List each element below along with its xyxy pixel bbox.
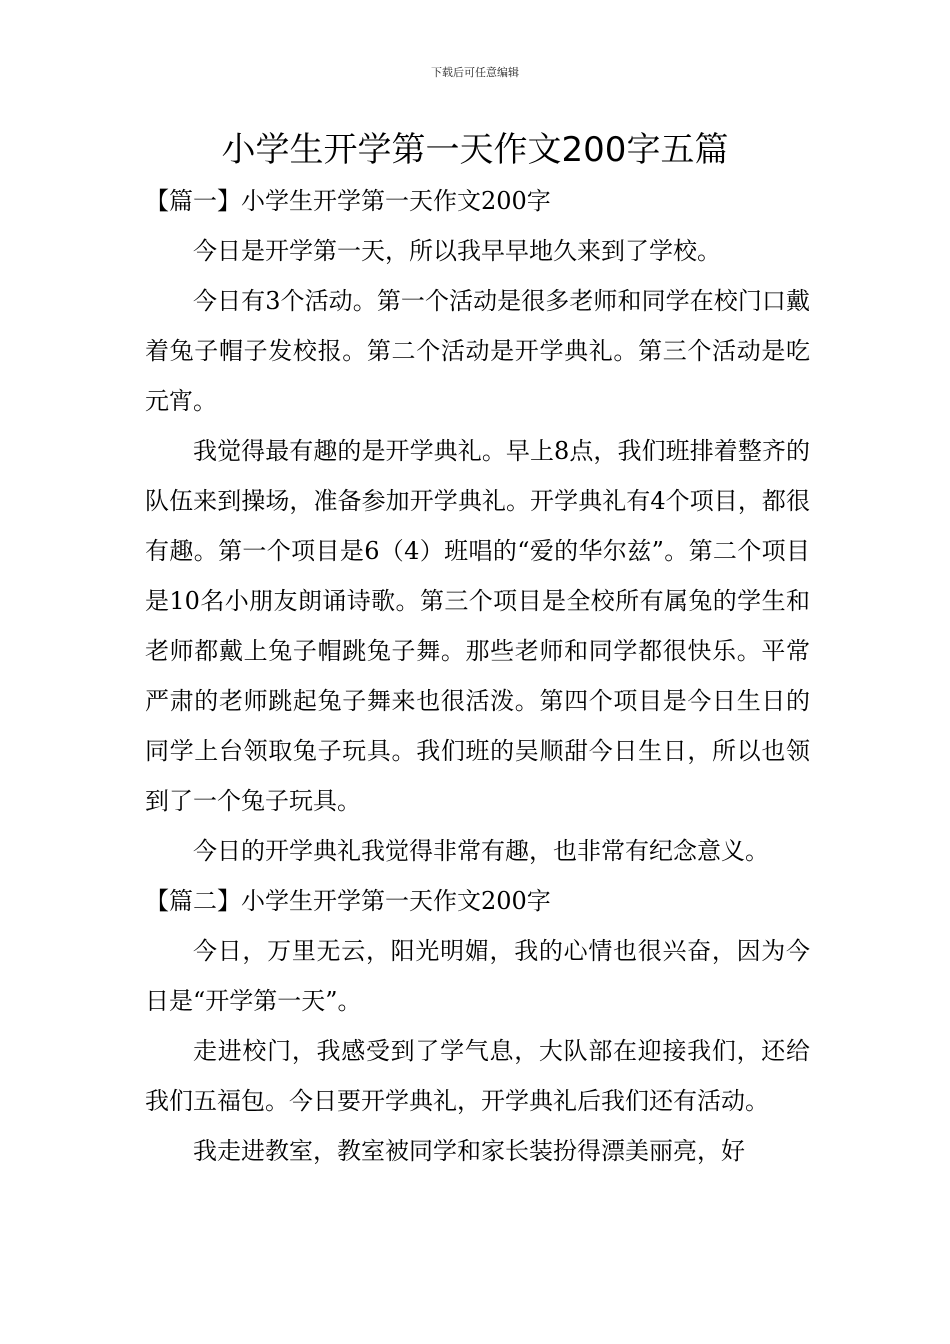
paragraph: 今日是开学第一天，所以我早早地久来到了学校。 xyxy=(193,237,721,265)
paragraph: 我走进教室，教室被同学和家长装扮得漂美丽亮，好 xyxy=(193,1137,745,1165)
section-heading: 【篇二】小学生开学第一天作文200字 xyxy=(145,887,551,915)
paragraph: 今日，万里无云，阳光明媚，我的心情也很兴奋，因为今日是“开学第一天”。 xyxy=(145,937,810,1015)
section-heading: 【篇一】小学生开学第一天作文200字 xyxy=(145,187,551,215)
document-title: 小学生开学第一天作文200字五篇 xyxy=(221,130,729,170)
paragraph: 我觉得最有趣的是开学典礼。早上8点，我们班排着整齐的队伍来到操场，准备参加开学典礼。开学典礼有4个项目，都很有趣。第一个项目是6（4）班唱的“爱的华尔兹”。第二个项目是10名小朋友朗诵诗歌。第三个项目是全校所有属兔的学生和老师都戴上兔子帽跳兔子舞。那些老师和同学都很快乐。平常严肃的老师跳起兔子舞来也很活泼。第四个项目是今日生日的同学上台领取兔子玩具。我们班的吴顺甜今日生日，所以也领到了一个兔子玩具。 xyxy=(145,437,810,815)
paragraph: 走进校门，我感受到了学气息，大队部在迎接我们，还给我们五福包。今日要开学典礼，开学典礼后我们还有活动。 xyxy=(145,1037,810,1115)
paragraph: 今日有3个活动。第一个活动是很多老师和同学在校门口戴着兔子帽子发校报。第二个活动是开学典礼。第三个活动是吃元宵。 xyxy=(145,287,810,415)
paragraph: 今日的开学典礼我觉得非常有趣，也非常有纪念意义。 xyxy=(193,837,769,865)
document-body xyxy=(145,176,810,1176)
page-header-note: 下载后可任意编辑 xyxy=(431,66,519,79)
